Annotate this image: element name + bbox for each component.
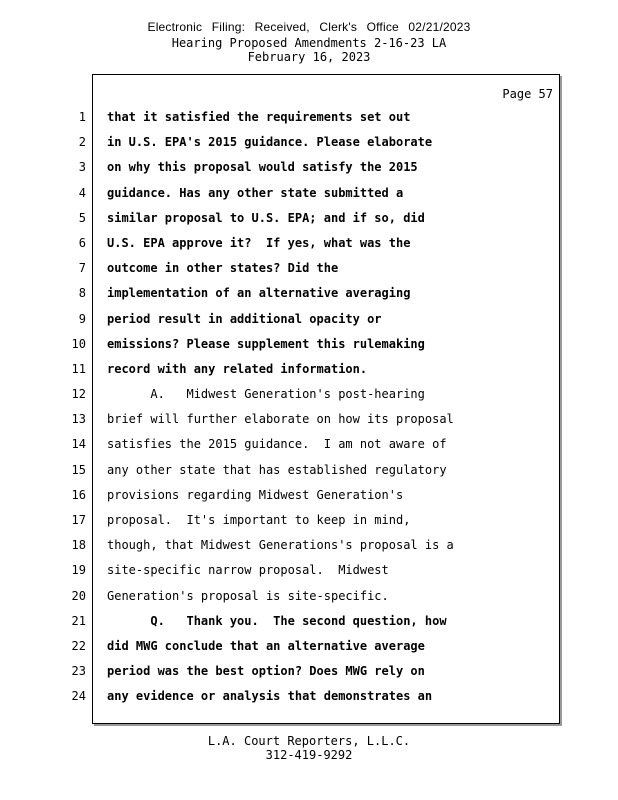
line-number: 3 bbox=[78, 160, 86, 175]
transcript-line: did MWG conclude that an alternative average bbox=[107, 638, 425, 653]
transcript-line: Q. Thank you. The second question, how bbox=[107, 613, 447, 628]
line-number: 20 bbox=[71, 588, 86, 603]
line-number: 1 bbox=[78, 110, 86, 124]
transcript-text bbox=[107, 107, 557, 712]
transcript-line: record with any related information. bbox=[107, 361, 368, 376]
transcript-line: emissions? Please supplement this rulemaking bbox=[107, 336, 425, 351]
transcript-line: in U.S. EPA's 2015 guidance. Please elaborate bbox=[107, 135, 433, 150]
transcript-line: any other state that has established regulatory bbox=[107, 462, 447, 477]
transcript-line: Generation's proposal is site-specific. bbox=[107, 588, 389, 603]
reporter-company: L.A. Court Reporters, L.L.C. bbox=[207, 734, 411, 748]
transcript-line: provisions regarding Midwest Generation's bbox=[107, 487, 404, 502]
line-number: 9 bbox=[78, 311, 86, 326]
transcript-line: any evidence or analysis that demonstrates an bbox=[107, 689, 433, 704]
line-number-column bbox=[62, 107, 86, 712]
transcript-line: period was the best option? Does MWG rely on bbox=[107, 664, 425, 679]
line-number: 15 bbox=[71, 462, 86, 477]
transcript-line: brief will further elaborate on how its proposal bbox=[107, 412, 454, 427]
filing-stamp: Electronic Filing: Received, Clerk's Office 02/21/2023 bbox=[147, 20, 471, 34]
line-number: 22 bbox=[71, 638, 86, 653]
line-number: 17 bbox=[71, 513, 86, 527]
line-number: 18 bbox=[71, 538, 86, 553]
line-number: 12 bbox=[71, 387, 86, 402]
line-number: 21 bbox=[71, 613, 86, 628]
line-number: 6 bbox=[78, 235, 86, 250]
line-number: 5 bbox=[78, 210, 86, 225]
transcript-line: satisfies the 2015 guidance. I am not aware of bbox=[107, 437, 447, 452]
caption-date: February 16, 2023 bbox=[247, 50, 371, 64]
reporter-phone: 312-419-9292 bbox=[265, 748, 353, 762]
transcript-line: outcome in other states? Did the bbox=[107, 261, 339, 276]
line-number: 11 bbox=[71, 361, 86, 376]
transcript-line: U.S. EPA approve it? If yes, what was the bbox=[107, 235, 411, 250]
transcript-line: though, that Midwest Generations's proposal is a bbox=[107, 538, 454, 553]
page-number: Page 57 bbox=[502, 87, 553, 101]
caption-title: Hearing Proposed Amendments 2-16-23 LA bbox=[171, 36, 447, 50]
transcript-line: guidance. Has any other state submitted a bbox=[107, 185, 404, 200]
line-number: 8 bbox=[78, 286, 86, 301]
transcript-line: proposal. It's important to keep in mind, bbox=[107, 513, 411, 527]
line-number: 7 bbox=[78, 261, 86, 276]
transcript-line: A. Midwest Generation's post-hearing bbox=[107, 387, 425, 402]
line-number: 14 bbox=[71, 437, 86, 452]
transcript-line: on why this proposal would satisfy the 2015 bbox=[107, 160, 418, 175]
transcript-line: site-specific narrow proposal. Midwest bbox=[107, 563, 389, 578]
transcript-line: implementation of an alternative averaging bbox=[107, 286, 411, 301]
transcript-line: period result in additional opacity or bbox=[107, 311, 382, 326]
line-number: 13 bbox=[71, 412, 86, 427]
line-number: 23 bbox=[71, 664, 86, 679]
line-number: 19 bbox=[71, 563, 86, 578]
line-number: 2 bbox=[78, 135, 86, 150]
transcript-line: that it satisfied the requirements set out bbox=[107, 110, 411, 124]
line-number: 4 bbox=[78, 185, 86, 200]
line-number: 24 bbox=[71, 689, 86, 704]
line-number: 16 bbox=[71, 487, 86, 502]
transcript-line: similar proposal to U.S. EPA; and if so, did bbox=[107, 210, 425, 225]
line-number: 10 bbox=[71, 336, 86, 351]
